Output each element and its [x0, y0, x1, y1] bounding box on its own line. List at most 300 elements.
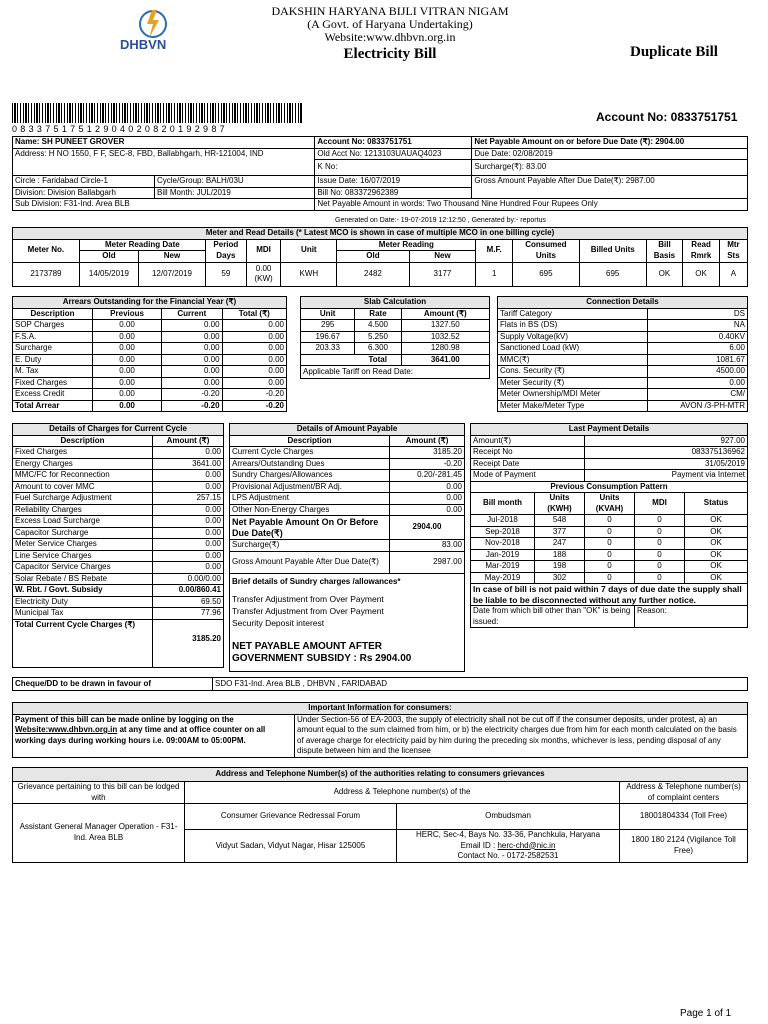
arrears-row-cell: 0.00 — [222, 343, 286, 355]
consumption-row-cell: 0 — [585, 526, 635, 538]
gross-after-due: Gross Amount Payable After Due Date(₹): 2987.00 — [472, 176, 748, 199]
arrears-row-cell: 0.00 — [93, 366, 162, 378]
last-payment-row-cell: Mode of Payment — [471, 470, 585, 482]
arrears-row-cell: -0.20 — [222, 389, 286, 401]
charges-row — [13, 550, 224, 562]
net-payable-title: Net Payable Amount on or before Due Date (₹): 2904.00 — [472, 137, 748, 149]
consumption-row — [471, 515, 748, 527]
charges-row — [13, 562, 224, 574]
logo — [116, 6, 176, 56]
charges-row — [13, 481, 224, 493]
charges-row-cell: Capacitor Surcharge — [13, 527, 153, 539]
slab-row-cell: 196.67 — [301, 331, 355, 343]
charges-title: Details of Charges for Current Cycle — [13, 424, 224, 436]
last-payment-row-cell: Receipt Date — [471, 458, 585, 470]
charges-row — [13, 596, 224, 608]
website-link[interactable]: Website:www.dhbvn.org.in — [15, 725, 118, 734]
mdi-head: MDI — [246, 239, 280, 262]
grievance-agm: Assistant General Manager Operation - F31-Ind. Area BLB — [13, 804, 185, 863]
arrears-row-cell: 0.00 — [93, 320, 162, 332]
charges-row-cell: Amount to cover MMC — [13, 481, 153, 493]
connection-title: Connection Details — [498, 297, 748, 309]
charges-row — [13, 447, 224, 459]
consumer-address: Address: H NO 1550, F F, SEC-8, FBD, Ballabhgarh, HR-121004, IND — [13, 148, 315, 176]
consumption-row-cell: OK — [685, 561, 748, 573]
payable-row-cell: 0.00 — [390, 493, 465, 505]
ombudsman-contact: Contact No. - 0172-2582531 — [457, 851, 559, 860]
slab-row-cell: 295 — [301, 320, 355, 332]
consumption-row-cell: 188 — [535, 549, 585, 561]
connection-row-cell: Tariff Category — [498, 308, 648, 320]
old-read-head: Old — [337, 251, 409, 263]
payable-row-cell: 3185.20 — [390, 447, 465, 459]
rmrk-head: Read Rmrk — [683, 239, 720, 262]
connection-row-cell: AVON /3-PH-MTR — [648, 400, 748, 412]
new-date-head: New — [139, 251, 206, 263]
payable-row-cell: -0.20 — [390, 458, 465, 470]
arrears-row-cell: 0.00 — [93, 377, 162, 389]
payable-row-cell: Current Cycle Charges — [230, 447, 390, 459]
cheque-label: Cheque/DD to be drawn in favour of — [13, 678, 213, 691]
cycle: Cycle/Group: BALH/03U — [155, 176, 315, 188]
reading-head: Meter Reading — [337, 239, 476, 251]
charges-row-cell: Excess Load Surcharge — [13, 516, 153, 528]
bill-no: Bill No: 083372962389 — [315, 187, 472, 199]
arrears-row-cell: M. Tax — [13, 366, 93, 378]
grievance-c1: Grievance pertaining to this bill can be lodged with — [13, 782, 185, 804]
arrears-row — [13, 354, 287, 366]
charges-row-cell: Energy Charges — [13, 458, 153, 470]
payable-h-desc: Description — [230, 435, 390, 447]
payable-title: Details of Amount Payable — [230, 424, 465, 436]
consumer-info — [12, 136, 748, 211]
new-read-head: New — [409, 251, 476, 263]
payable-row — [230, 504, 465, 516]
charges-row-cell: 0.00 — [153, 504, 224, 516]
arrears-h-total: Total (₹) — [222, 308, 286, 320]
arrears-row — [13, 331, 287, 343]
arrears-row — [13, 400, 287, 412]
consumption-row-cell: Jul-2018 — [471, 515, 535, 527]
surcharge: Surcharge(₹): 83.00 — [472, 160, 748, 176]
sundry-item-1: Transfer Adjustment from Over Payment — [232, 594, 384, 604]
consumption-row — [471, 526, 748, 538]
consumed-head: Consumed Units — [513, 239, 580, 262]
billed-units: 695 — [579, 262, 646, 286]
grievance-toll1: 18001804334 (Toll Free) — [620, 804, 748, 830]
arrears-row-cell: -0.20 — [162, 400, 222, 412]
consumption-row-cell: OK — [685, 572, 748, 584]
disconnection-warning: In case of bill is not paid within 7 days of due date the supply shall be liable to be disconnected without any further notice. — [471, 584, 748, 606]
division: Division: Division Ballabgarh — [13, 187, 155, 199]
last-payment-row — [471, 470, 748, 482]
company-subtitle: (A Govt. of Haryana Undertaking) — [307, 17, 473, 31]
sub-division: Sub Division: F31-Ind. Area BLB — [13, 199, 315, 211]
charges-row — [13, 585, 224, 597]
slab-title: Slab Calculation — [301, 297, 490, 309]
connection-row-cell: Meter Make/Meter Type — [498, 400, 648, 412]
arrears-row-cell: Surcharge — [13, 343, 93, 355]
charges-row-cell: 0.00 — [153, 447, 224, 459]
charges-row-cell: 3641.00 — [153, 458, 224, 470]
arrears-row-cell: F.S.A. — [13, 331, 93, 343]
slab-row-cell: 203.33 — [301, 343, 355, 355]
charges-section — [12, 423, 224, 668]
consumption-row-cell: 548 — [535, 515, 585, 527]
charges-total: 3185.20 — [153, 619, 224, 667]
cons-h-kwh: Units (KWH) — [535, 493, 585, 515]
arrears-row-cell: -0.20 — [162, 389, 222, 401]
arrears-row-cell: 0.00 — [93, 343, 162, 355]
slab-row-cell: 4.500 — [355, 320, 401, 332]
charges-row-cell: Line Service Charges — [13, 550, 153, 562]
reason: Reason: — [635, 606, 748, 628]
payable-gross-label: Gross Amount Payable After Due Date(₹) — [230, 551, 390, 573]
charges-row-cell: 0.00/0.00 — [153, 573, 224, 585]
arrears-row-cell: 0.00 — [162, 354, 222, 366]
consumption-row-cell: 0 — [635, 572, 685, 584]
arrears-h-desc: Description — [13, 308, 93, 320]
unit: KWH — [281, 262, 337, 286]
connection-row — [498, 400, 748, 412]
arrears-row-cell: 0.00 — [162, 331, 222, 343]
grievance-section — [12, 767, 748, 863]
meter-no: 2173789 — [13, 262, 80, 286]
slab-h-unit: Unit — [301, 308, 355, 320]
old-date: 14/05/2019 — [79, 262, 138, 286]
payable-row — [230, 493, 465, 505]
period-head: Period Days — [205, 239, 246, 262]
payable-section — [229, 423, 465, 672]
connection-row-cell: Sanctioned Load (kW) — [498, 343, 648, 355]
bill-basis: OK — [646, 262, 683, 286]
amount-in-words: Net Payable Amount in words: Two Thousand Nine Hundred Four Rupees Only — [315, 199, 748, 211]
charges-row — [13, 527, 224, 539]
cons-h-mdi: MDI — [635, 493, 685, 515]
last-payment-row-cell: 927.00 — [585, 435, 748, 447]
last-payment-row — [471, 435, 748, 447]
mdi: 0.00 (KW) — [246, 262, 280, 286]
new-reading: 3177 — [409, 262, 476, 286]
company-website: Website:www.dhbvn.org.in — [324, 30, 456, 44]
charges-row-cell: 0.00 — [153, 481, 224, 493]
slab-h-rate: Rate — [355, 308, 401, 320]
last-payment-row-cell: Receipt No — [471, 447, 585, 459]
mf-head: M.F. — [476, 239, 513, 262]
slab-row-cell: 1327.50 — [401, 320, 489, 332]
connection-row-cell: 6.00 — [648, 343, 748, 355]
charges-row-cell: Electricity Duty — [13, 596, 153, 608]
consumption-row-cell: 0 — [635, 538, 685, 550]
consumption-row-cell: 0 — [585, 515, 635, 527]
unit-head: Unit — [281, 239, 337, 262]
arrears-row — [13, 366, 287, 378]
slab-row — [301, 320, 490, 332]
consumption-row-cell: 247 — [535, 538, 585, 550]
arrears-row-cell: 0.00 — [162, 343, 222, 355]
arrears-row-cell: 0.00 — [222, 377, 286, 389]
payable-row-cell: Arrears/Outstanding Dues — [230, 458, 390, 470]
charges-row-cell: Fixed Charges — [13, 447, 153, 459]
grievance-title: Address and Telephone Number(s) of the authorities relating to consumers grievances — [13, 768, 748, 782]
connection-row-cell: Meter Ownership/MDI Meter — [498, 389, 648, 401]
consumption-row-cell: 0 — [585, 561, 635, 573]
important-section — [12, 702, 748, 758]
arrears-section — [12, 296, 287, 412]
connection-row — [498, 366, 748, 378]
charges-row — [13, 608, 224, 620]
connection-row-cell: DS — [648, 308, 748, 320]
arrears-row — [13, 389, 287, 401]
charges-row — [13, 470, 224, 482]
bill-month: Bill Month: JUL/2019 — [155, 187, 315, 199]
consumption-row-cell: 0 — [635, 549, 685, 561]
consumption-row-cell: OK — [685, 526, 748, 538]
section-56-text: Under Section-56 of EA-2003, the supply of electricity shall not be cut off if the consumer deposits, under protest, a) an amount equal to the sum claimed from him, or b) the electricity charges due from him for each month calculated on the basis of average charge for electricity paid by him during the preceding six months, whichever is less, pending disposal of any dispute between him and the licensee — [295, 714, 748, 757]
office-counter-text: at any time and at office counter on all working days during working hours i.e. 09:00AM to 05:00PM. — [15, 725, 266, 745]
net-payable-label: Net Payable Amount On Or Before Due Date(₹) — [230, 516, 390, 540]
arrears-row — [13, 320, 287, 332]
old-reading: 2482 — [337, 262, 409, 286]
date-note: Date from which bill other than "OK" is being issued: — [471, 606, 635, 628]
connection-row-cell: 0.00 — [648, 377, 748, 389]
net-after-subsidy: NET PAYABLE AMOUNT AFTER GOVERNMENT SUBSIDY : Rs 2904.00 — [232, 641, 412, 664]
consumption-row-cell: 0 — [585, 572, 635, 584]
new-date: 12/07/2019 — [139, 262, 206, 286]
charges-row-cell: 0.00 — [153, 539, 224, 551]
connection-row-cell: Meter Security (₹) — [498, 377, 648, 389]
consumption-row-cell: May-2019 — [471, 572, 535, 584]
arrears-row-cell: -0.20 — [222, 400, 286, 412]
payable-row-cell: 0.00 — [390, 481, 465, 493]
consumption-row-cell: 198 — [535, 561, 585, 573]
charges-row-cell: MMC/FC for Reconnection — [13, 470, 153, 482]
consumption-row-cell: 377 — [535, 526, 585, 538]
slab-total: 3641.00 — [401, 354, 489, 366]
tariff-note: Applicable Tariff on Read Date: — [301, 366, 490, 379]
consumption-row-cell: 0 — [635, 561, 685, 573]
last-payment-row-cell: 083375136962 — [585, 447, 748, 459]
arrears-row-cell: E. Duty — [13, 354, 93, 366]
consumption-row-cell: Jan-2019 — [471, 549, 535, 561]
cons-h-status: Status — [685, 493, 748, 515]
connection-row-cell: 4500.00 — [648, 366, 748, 378]
payable-h-amount: Amount (₹) — [390, 435, 465, 447]
consumption-row-cell: 0 — [635, 526, 685, 538]
billed-head: Billed Units — [579, 239, 646, 262]
online-payment-text: Payment of this bill can be made online by logging on the — [15, 714, 234, 724]
consumed-units: 695 — [513, 262, 580, 286]
connection-row — [498, 377, 748, 389]
connection-row — [498, 354, 748, 366]
slab-row-cell: 6.300 — [355, 343, 401, 355]
arrears-row-cell: 0.00 — [222, 331, 286, 343]
arrears-row-cell: 0.00 — [93, 400, 162, 412]
charges-row-cell: Capacitor Service Charges — [13, 562, 153, 574]
last-payment-row-cell: 31/05/2019 — [585, 458, 748, 470]
arrears-row-cell: 0.00 — [222, 320, 286, 332]
cheque-section — [12, 677, 748, 691]
consumption-row — [471, 561, 748, 573]
payable-row — [230, 470, 465, 482]
payable-row-cell: Sundry Charges/Allowances — [230, 470, 390, 482]
sundry-item-2: Transfer Adjustment from Over Payment — [232, 606, 384, 616]
barcode-digits: 0 8 3 3 7 5 1 7 5 1 2 9 0 4 0 2 0 8 2 0 1 9 2 9 8 7 — [12, 124, 226, 134]
grievance-forum: Consumer Grievance Redressal Forum — [185, 804, 397, 830]
connection-row-cell: Cons. Security (₹) — [498, 366, 648, 378]
arrears-row-cell: Total Arrear — [13, 400, 93, 412]
payable-surcharge-label: Surcharge(₹) — [230, 540, 390, 552]
sundry-title: Brief details of Sundry charges /allowances* — [232, 576, 401, 586]
payable-row — [230, 458, 465, 470]
logo-text: DHBVN — [120, 37, 167, 52]
circle: Circle : Faridabad Circle-1 — [13, 176, 155, 188]
page-number: Page 1 of 1 — [680, 1008, 732, 1019]
last-payment-row — [471, 447, 748, 459]
grievance-c2: Address & Telephone number(s) of the — [185, 782, 620, 804]
slab-row — [301, 331, 490, 343]
payable-row-cell: Other Non-Energy Charges — [230, 504, 390, 516]
connection-row — [498, 308, 748, 320]
charges-row — [13, 504, 224, 516]
connection-row — [498, 389, 748, 401]
consumption-row-cell: Nov-2018 — [471, 538, 535, 550]
consumption-row-cell: 0 — [585, 549, 635, 561]
grievance-toll2: 1800 180 2124 (Vigilance Toll Free) — [620, 830, 748, 863]
charges-row — [13, 539, 224, 551]
consumption-row-cell: OK — [685, 538, 748, 550]
slab-row — [301, 343, 490, 355]
payable-surcharge: 83.00 — [390, 540, 465, 552]
net-payable-amount: 2904.00 — [390, 516, 465, 540]
payable-row — [230, 447, 465, 459]
payable-row-cell: 0.20/-281.45 — [390, 470, 465, 482]
arrears-row-cell: 0.00 — [93, 331, 162, 343]
payable-row-cell: Provisional Adjustment/BR Adj. — [230, 481, 390, 493]
charges-row-cell: Reliability Charges — [13, 504, 153, 516]
charges-row-cell: 77.96 — [153, 608, 224, 620]
meter-no-head: Meter No. — [13, 239, 80, 262]
old-acct-no: Old Acct No: 1213103UAUAQ4023 — [315, 148, 472, 160]
charges-row — [13, 573, 224, 585]
consumption-row-cell: Sep-2018 — [471, 526, 535, 538]
generated-note: Generated on Date:- 19-07-2019 12:12:50 , Generated by:- reportus — [335, 217, 546, 224]
arrears-row-cell: 0.00 — [222, 366, 286, 378]
charges-row — [13, 458, 224, 470]
consumption-row-cell: 0 — [585, 538, 635, 550]
mf: 1 — [476, 262, 513, 286]
arrears-row-cell: Excess Credit — [13, 389, 93, 401]
charges-h-amount: Amount (₹) — [153, 435, 224, 447]
meter-title: Meter and Read Details (* Latest MCO is shown in case of multiple MCO in one billing cycle) — [13, 228, 748, 240]
arrears-h-curr: Current — [162, 308, 222, 320]
charges-h-desc: Description — [13, 435, 153, 447]
sts-head: Mtr Sts — [719, 239, 747, 262]
arrears-title: Arrears Outstanding for the Financial Year (₹) — [13, 297, 287, 309]
sundry-item-3: Security Deposit interest — [232, 618, 325, 628]
slab-row-cell: 1032.52 — [401, 331, 489, 343]
cons-h-month: Bill month — [471, 493, 535, 515]
ombudsman-email[interactable]: herc-chd@nic.in — [497, 840, 556, 850]
cons-h-kvah: Units (KVAH) — [585, 493, 635, 515]
slab-row-cell: 5.250 — [355, 331, 401, 343]
charges-row-cell: Meter Service Charges — [13, 539, 153, 551]
barcode — [12, 103, 302, 123]
read-rmrk: OK — [683, 262, 720, 286]
arrears-row — [13, 377, 287, 389]
last-payment-row-cell: Amount(₹) — [471, 435, 585, 447]
period-days: 59 — [205, 262, 246, 286]
connection-row-cell: 1081.67 — [648, 354, 748, 366]
charges-row — [13, 516, 224, 528]
grievance-forum-addr: Vidyut Sadan, Vidyut Nagar, Hisar 125005 — [185, 830, 397, 863]
last-payment-section — [470, 423, 748, 628]
old-date-head: Old — [79, 251, 138, 263]
important-title: Important Information for consumers: — [13, 703, 748, 715]
consumption-row — [471, 572, 748, 584]
connection-row — [498, 331, 748, 343]
consumption-row-cell: 302 — [535, 572, 585, 584]
connection-row-cell: NA — [648, 320, 748, 332]
consumption-row-cell: Mar-2019 — [471, 561, 535, 573]
consumption-row — [471, 549, 748, 561]
charges-row-cell: W. Rbt. / Govt. Subsidy — [13, 585, 153, 597]
slab-row-cell: 1280.98 — [401, 343, 489, 355]
grievance-c3: Address & Telephone number(s) of complaint centers — [620, 782, 748, 804]
issue-date: Issue Date: 16/07/2019 — [315, 176, 472, 188]
connection-row-cell: CM/ — [648, 389, 748, 401]
arrears-h-prev: Previous — [93, 308, 162, 320]
charges-row-cell: Fuel Surcharge Adjustment — [13, 493, 153, 505]
charges-row-cell: 0.00 — [153, 562, 224, 574]
payable-row-cell: LPS Adjustment — [230, 493, 390, 505]
connection-row — [498, 343, 748, 355]
charges-row-cell: Municipal Tax — [13, 608, 153, 620]
charges-row-cell: 0.00 — [153, 470, 224, 482]
ombudsman-email-label: Email ID : — [460, 840, 498, 850]
charges-row-cell: 257.15 — [153, 493, 224, 505]
payable-row — [230, 481, 465, 493]
k-no: K No: — [315, 160, 472, 176]
arrears-row-cell: 0.00 — [93, 389, 162, 401]
slab-total-label: Total — [355, 354, 401, 366]
meter-details — [12, 227, 748, 287]
consumption-row — [471, 538, 748, 550]
connection-section — [497, 296, 748, 412]
charges-row-cell: 69.50 — [153, 596, 224, 608]
company-name: DAKSHIN HARYANA BIJLI VITRAN NIGAM — [271, 4, 509, 18]
charges-row-cell: 0.00 — [153, 527, 224, 539]
arrears-row-cell: 0.00 — [162, 320, 222, 332]
read-date-head: Meter Reading Date — [79, 239, 205, 251]
consumer-name: Name: SH PUNEET GROVER — [13, 137, 315, 149]
account-no-top: Account No: 0833751751 — [596, 110, 738, 124]
account-no: Account No: 0833751751 — [315, 137, 472, 149]
basis-head: Bill Basis — [646, 239, 683, 262]
slab-section — [300, 296, 490, 379]
connection-row-cell: Flats in BS (DS) — [498, 320, 648, 332]
charges-row — [13, 493, 224, 505]
duplicate-label: Duplicate Bill — [630, 44, 718, 60]
charges-row-cell: 0.00 — [153, 516, 224, 528]
payable-row-cell: 0.00 — [390, 504, 465, 516]
arrears-row-cell: SOP Charges — [13, 320, 93, 332]
due-date: Due Date: 02/08/2019 — [472, 148, 748, 160]
connection-row — [498, 320, 748, 332]
cheque-value: SDO F31-Ind. Area BLB , DHBVN , FARIDABAD — [213, 678, 748, 691]
last-payment-title: Last Payment Details — [471, 424, 748, 436]
last-payment-row-cell: Payment via Internet — [585, 470, 748, 482]
